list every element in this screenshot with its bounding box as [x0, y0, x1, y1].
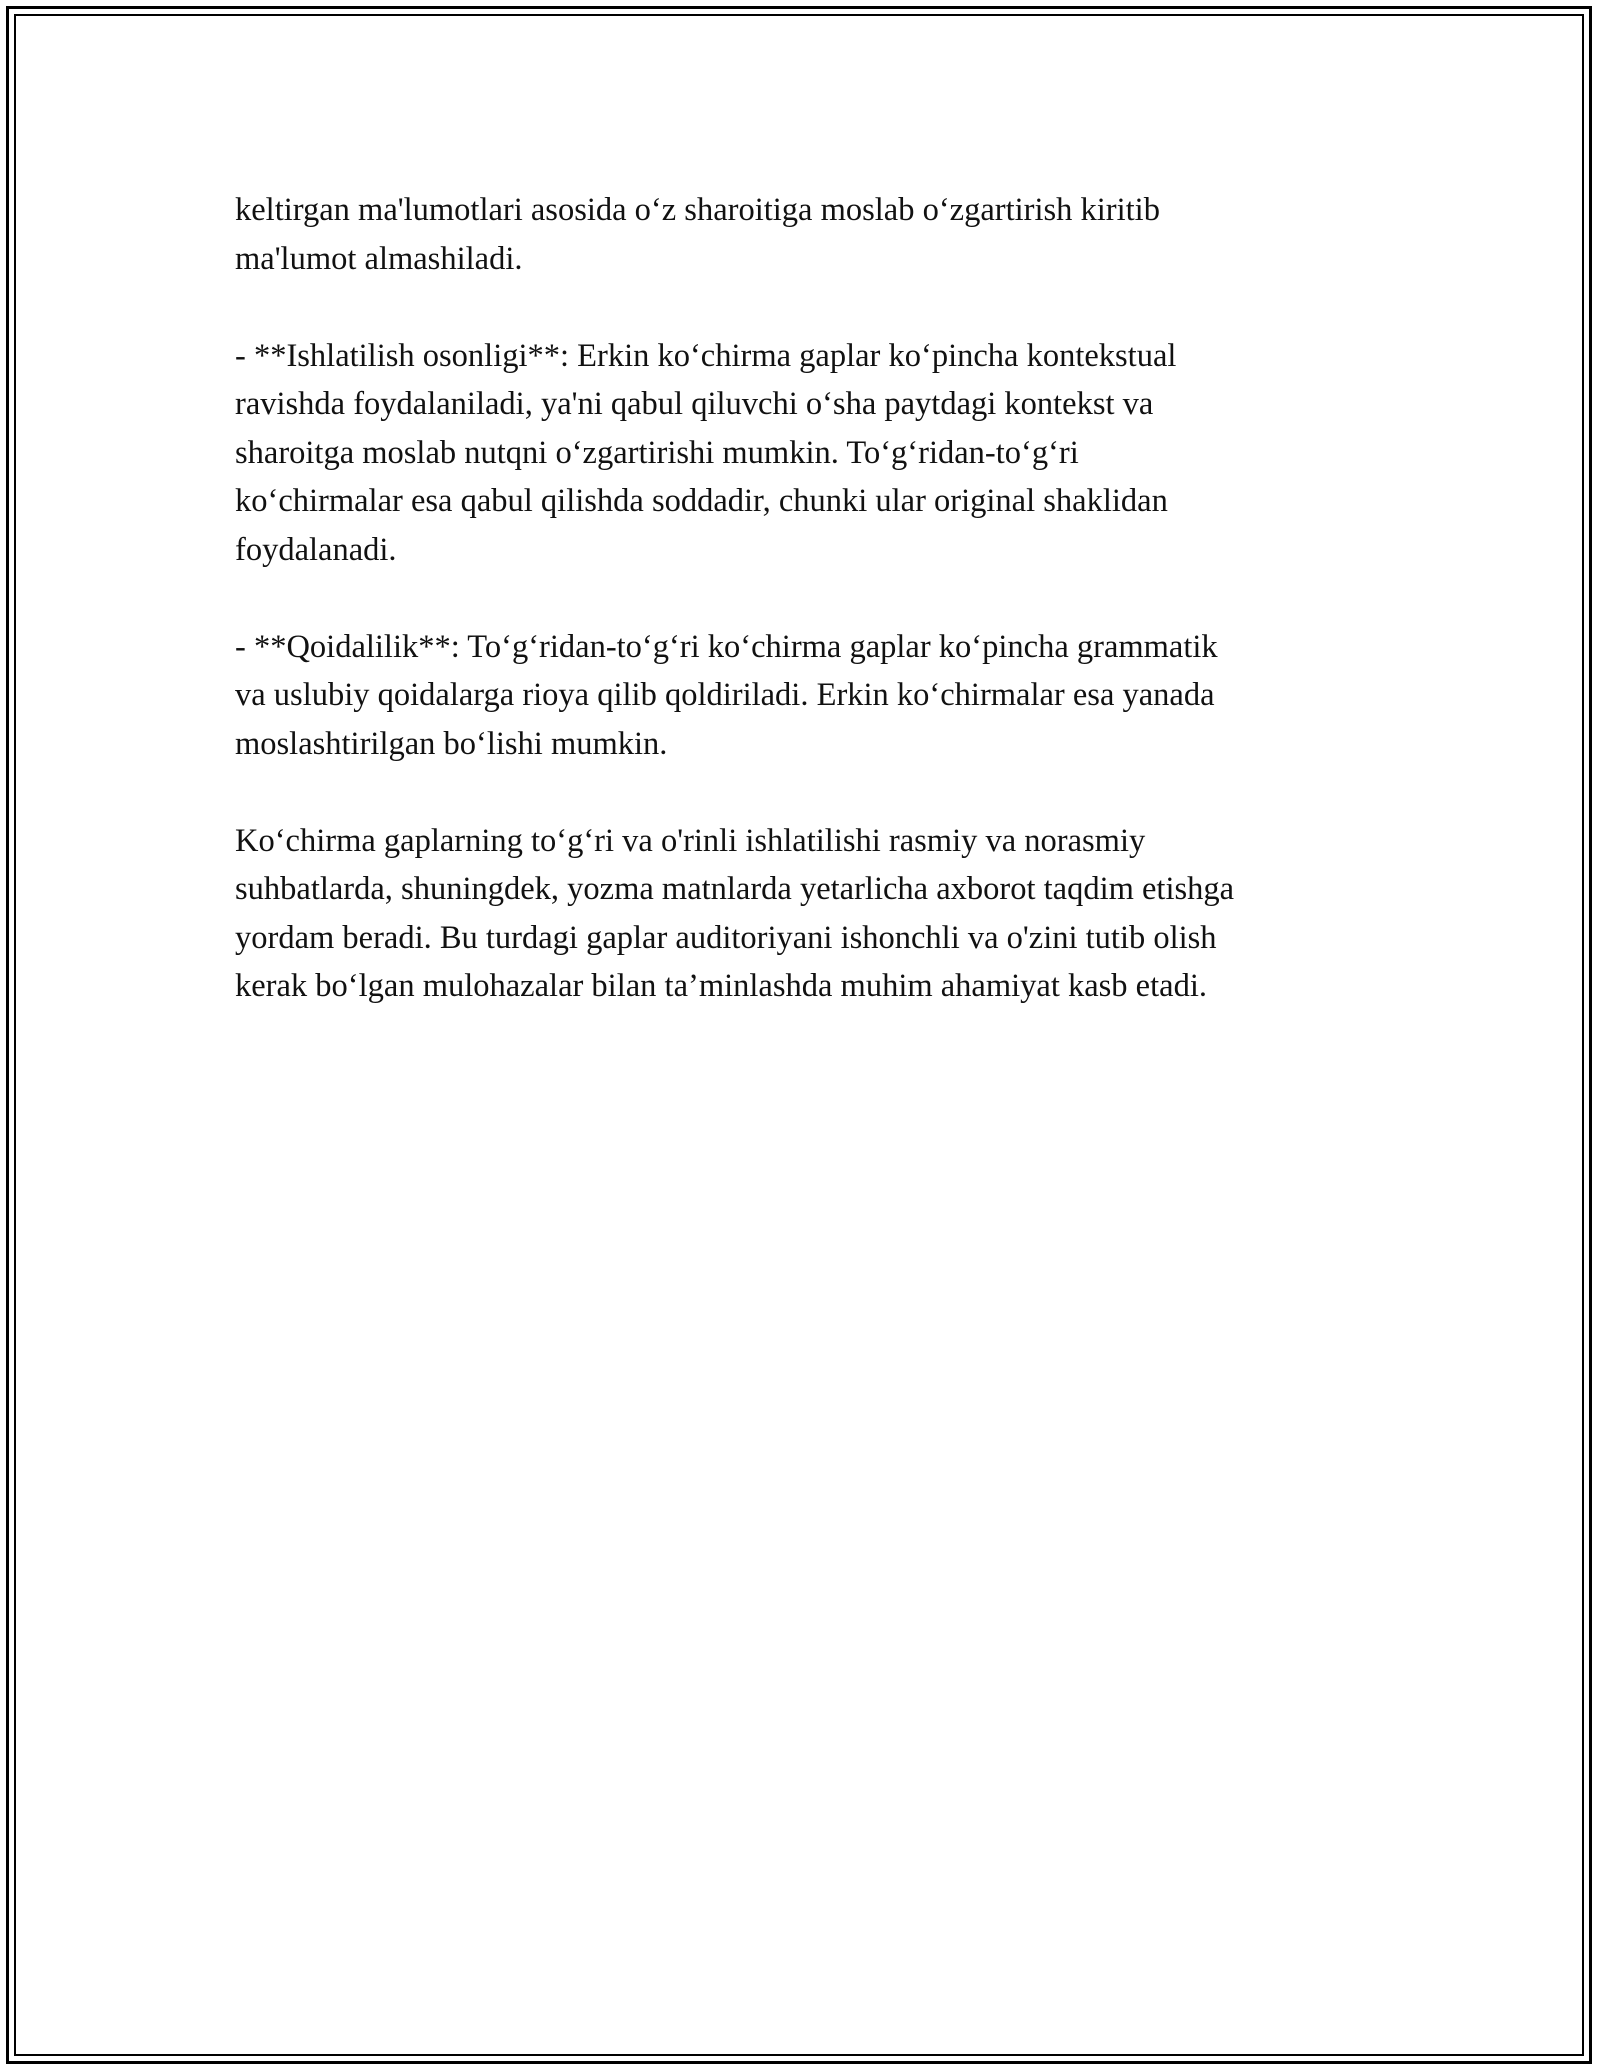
paragraph-continuation: keltirgan ma'lumotlari asosida o‘z sharoitiga moslab o‘zgartirish kiritib ma'lumot almashiladi. [235, 192, 1160, 277]
paragraph-conclusion: Ko‘chirma gaplarning to‘g‘ri va o'rinli ishlatilishi rasmiy va norasmiy suhbatlarda, shuningdek, yozma matnlarda yetarlicha axborot taqdim etishga yordam beradi. Bu turdagi gaplar auditoriyani ishonchli va o'zini tutib olish kerak bo‘lgan mulohazalar bilan ta’minlashda muhim ahamiyat kasb etadi. [235, 822, 1235, 1004]
paragraph-ease-of-use: - **Ishlatilish osonligi**: Erkin ko‘chirma gaplar ko‘pincha kontekstual ravishda foydalaniladi, ya'ni qabul qiluvchi o‘sha paytdagi kontekst va sharoitga moslab nutqni o‘zgartirishi mumkin. To‘g‘ridan-to‘g‘ri ko‘chirmalar esa qabul qilishda soddadir, chunki ular original shaklidan foydalanadi. [235, 337, 1177, 568]
document-body [235, 186, 1375, 1059]
paragraph-regularity: - **Qoidalilik**: To‘g‘ridan-to‘g‘ri ko‘chirma gaplar ko‘pincha grammatik va uslubiy qoidalarga rioya qilib qoldiriladi. Erkin ko‘chirmalar esa yanada moslashtirilgan bo‘lishi mumkin. [235, 628, 1218, 762]
